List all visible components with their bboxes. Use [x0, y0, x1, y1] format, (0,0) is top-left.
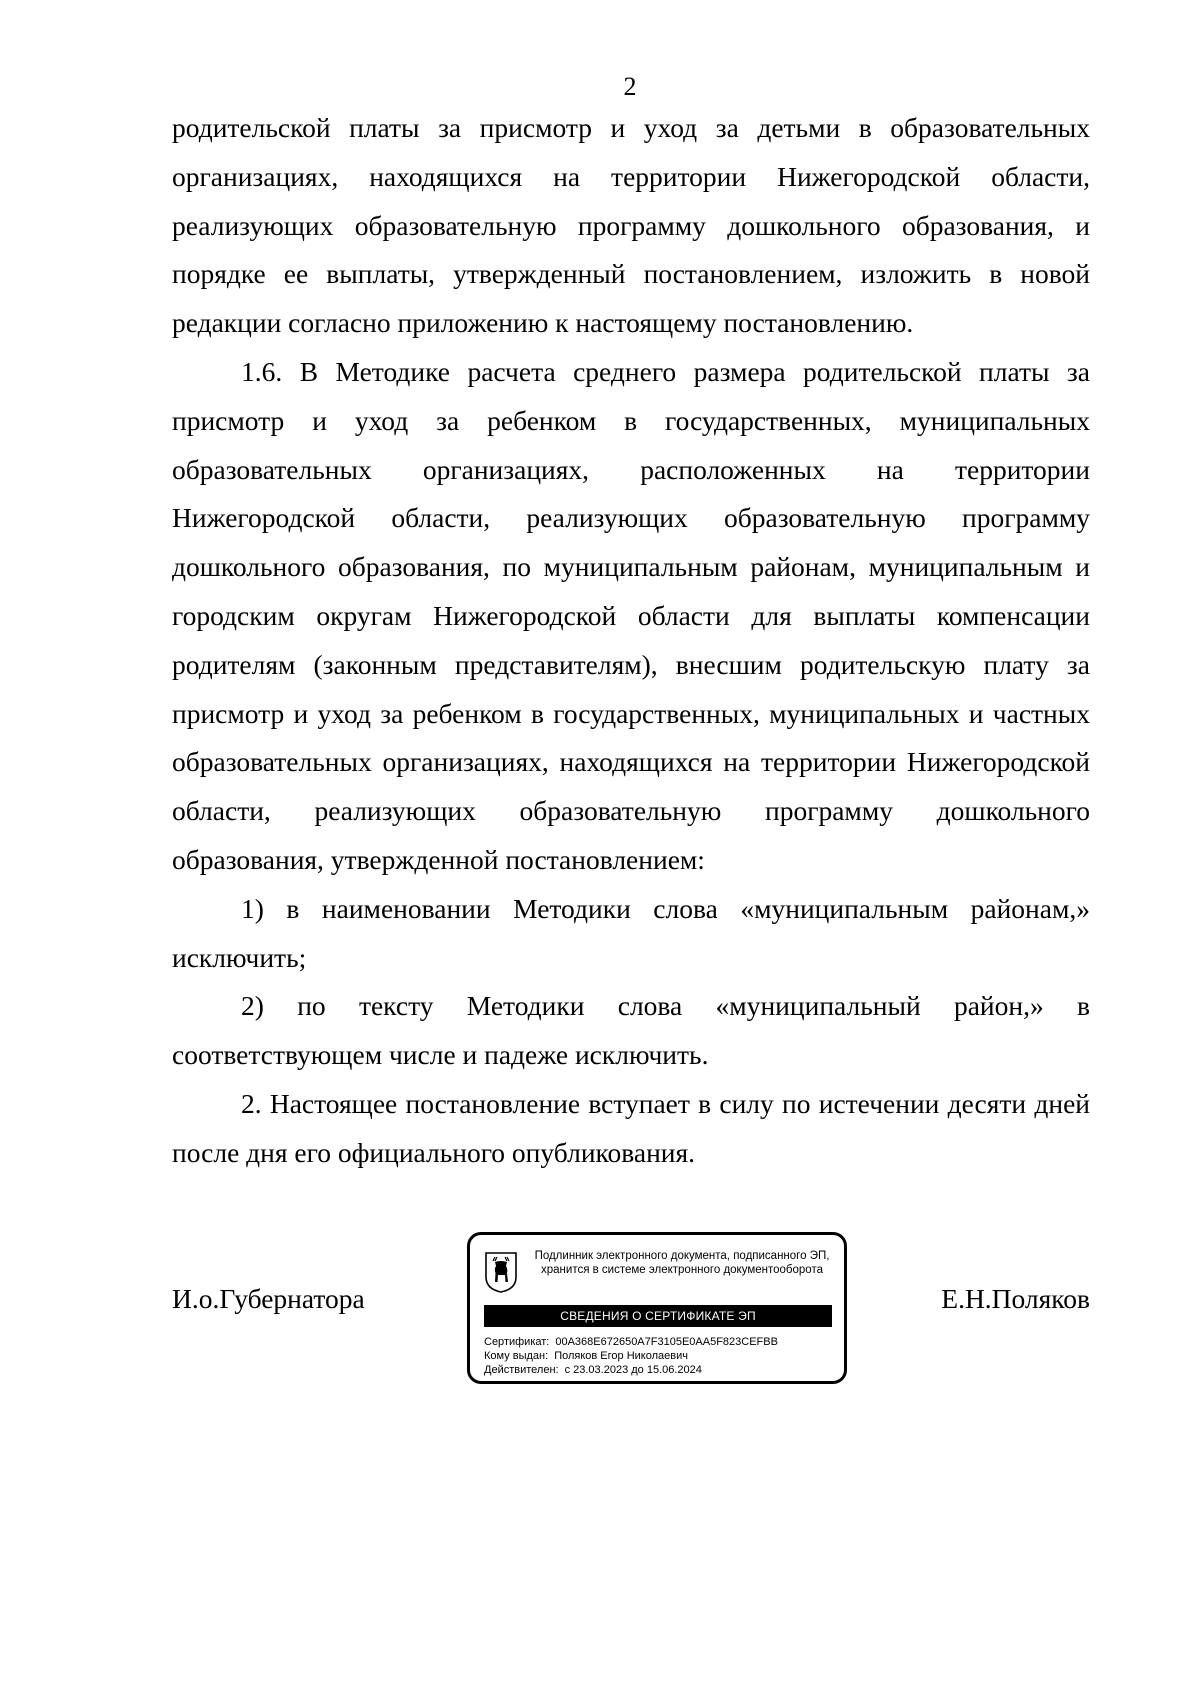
validity-value: с 23.03.2023 до 15.06.2024: [564, 1364, 702, 1376]
paragraph-continuation: родительской платы за присмотр и уход за детьми в образовательных организациях, находящихся на территории Нижегородской области, реализующих образовательную программу дошкольного образования, и порядке ее выплаты, утвержденный постановлением, изложить в новой редакции согласно приложению к настоящему постановлению.: [172, 112, 1090, 339]
document-body: [172, 104, 1090, 1178]
certificate-value: 00A368E672650A7F3105E0AA5F823CEFBB: [555, 1336, 778, 1348]
stamp-header: [524, 1249, 840, 1277]
validity-label: Действителен:: [484, 1364, 559, 1376]
issued-to-value: Поляков Егор Николаевич: [554, 1350, 688, 1362]
paragraph-item-1-6: 1.6. В Методике расчета среднего размера родительской платы за присмотр и уход за ребенком в государственных, муниципальных образовательных организациях, расположенных на территории Нижегородской области, реализующих образовательную программу дошкольного образования, по муниципальным районам, муниципальным и городским округам Нижегородской области для выплаты компенсации родителям (законным представителям), внесшим родительскую плату за присмотр и уход за ребенком в государственных, муниципальных и частных образовательных организациях, находящихся на территории Нижегородской области, реализующих образовательную программу дошкольного образования, утвержденной постановлением:: [172, 355, 1090, 875]
signatory-position: И.о.Губернатора: [172, 1283, 365, 1314]
stamp-header-line-1: Подлинник электронного документа, подписанного ЭП,: [534, 1250, 830, 1262]
certificate-label: Сертификат:: [484, 1336, 550, 1348]
page-number: 2: [623, 72, 637, 101]
signatory-name: Е.Н.Поляков: [941, 1283, 1090, 1314]
issued-to-row: [484, 1349, 778, 1363]
paragraph-subitem-2: 2) по тексту Методики слова «муниципальный район,» в соответствующем числе и падеже исключить.: [172, 990, 1090, 1071]
issued-to-label: Кому выдан:: [484, 1350, 549, 1362]
paragraph-item-2: 2. Настоящее постановление вступает в силу по истечении десяти дней после дня его официального опубликования.: [172, 1087, 1090, 1168]
electronic-signature-stamp: [467, 1232, 847, 1384]
certificate-details: [484, 1335, 778, 1377]
validity-row: [484, 1363, 778, 1377]
certificate-row: [484, 1335, 778, 1349]
paragraph-subitem-1: 1) в наименовании Методики слова «муниципальным районам,» исключить;: [172, 892, 1090, 973]
deer-emblem-icon: [484, 1251, 518, 1293]
stamp-header-line-2: хранится в системе электронного документооборота: [541, 1264, 823, 1276]
signature-block: [172, 1218, 1090, 1398]
certificate-info-bar: СВЕДЕНИЯ О СЕРТИФИКАТЕ ЭП: [484, 1305, 832, 1327]
